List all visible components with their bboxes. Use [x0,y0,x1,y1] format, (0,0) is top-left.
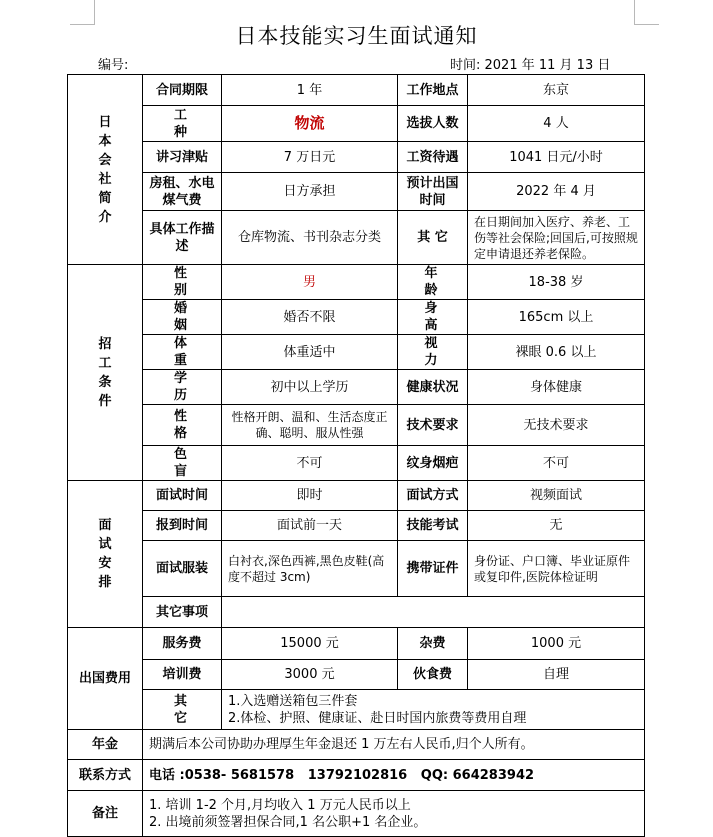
notes-label: 备注 [68,791,143,837]
field-value: 白衬衣,深色西裤,黑色皮鞋(高度不超过 3cm) [222,541,398,597]
table-row [68,446,645,481]
section-company: 日本会社简介 [68,75,143,265]
field-label: 体 重 [143,335,222,370]
fees-other-value [222,690,645,730]
field-value: 仓库物流、书刊杂志分类 [222,211,398,265]
table-row [68,106,645,142]
field-label: 报到时间 [143,511,222,541]
field-label: 身 高 [398,300,468,335]
field-value: 婚否不限 [222,300,398,335]
job-type-value: 物流 [222,106,398,142]
table-row [68,211,645,265]
field-value: 自理 [468,660,645,690]
field-label: 健康状况 [398,370,468,405]
field-label: 技术要求 [398,405,468,446]
table-row [68,660,645,690]
table-row [68,760,645,791]
date-label: 时间: 2021 年 11 月 13 日 [450,58,611,73]
field-label: 讲习津贴 [143,142,222,173]
contact-value: 电话 :0538- 5681578 13792102816 QQ: 664283942 [143,760,645,791]
field-value: 日方承担 [222,173,398,211]
field-label: 学 历 [143,370,222,405]
field-label: 房租、水电煤气费 [143,173,222,211]
table-row [68,75,645,106]
field-label: 性 格 [143,405,222,446]
table-row [68,597,645,628]
field-value: 7 万日元 [222,142,398,173]
field-label: 杂费 [398,628,468,660]
field-label: 面试方式 [398,481,468,511]
field-label: 其 它 [143,690,222,730]
other-matters-value [222,597,645,628]
number-label: 编号: [98,58,129,73]
fees-other-line: 2.体检、护照、健康证、赴日时国内旅费等费用自理 [228,710,527,726]
page-title: 日本技能实习生面试通知 [235,24,478,48]
field-label: 培训费 [143,660,222,690]
field-label: 携带证件 [398,541,468,597]
table-row [68,335,645,370]
pension-value: 期满后本公司协助办理厚生年金退还 1 万左右人民币,归个人所有。 [143,730,645,760]
field-label: 伙食费 [398,660,468,690]
field-label: 婚 姻 [143,300,222,335]
field-value: 性格开朗、温和、生活态度正确、聪明、服从性强 [222,405,398,446]
notes-line: 1. 培训 1-2 个月,月均收入 1 万元人民币以上 [149,797,411,813]
section-fees: 出国费用 [68,628,143,730]
field-value: 裸眼 0.6 以上 [468,335,645,370]
table-row [68,690,645,730]
notice-table [67,74,645,837]
notes-line: 2. 出境前须签署担保合同,1 名公职+1 名企业。 [149,814,427,830]
table-row [68,628,645,660]
table-row [68,300,645,335]
field-label: 性 别 [143,265,222,300]
section-requirements: 招工条件 [68,265,143,481]
field-label: 其它事项 [143,597,222,628]
field-label: 合同期限 [143,75,222,106]
field-label: 纹身烟疤 [398,446,468,481]
field-label: 技能考试 [398,511,468,541]
field-label: 工资待遇 [398,142,468,173]
field-value: 2022 年 4 月 [468,173,645,211]
field-label: 工作地点 [398,75,468,106]
fees-other-line: 1.入选赠送箱包三件套 [228,693,358,709]
field-label: 色 盲 [143,446,222,481]
field-value: 面试前一天 [222,511,398,541]
field-value: 4 人 [468,106,645,142]
field-value: 身体健康 [468,370,645,405]
field-label: 预计出国时间 [398,173,468,211]
table-row [68,142,645,173]
table-row [68,541,645,597]
field-value: 1 年 [222,75,398,106]
field-value: 初中以上学历 [222,370,398,405]
field-value: 15000 元 [222,628,398,660]
field-value: 3000 元 [222,660,398,690]
field-value: 身份证、户口簿、毕业证原件或复印件,医院体检证明 [468,541,645,597]
table-row [68,730,645,760]
field-value: 18-38 岁 [468,265,645,300]
section-interview: 面试安排 [68,481,143,628]
table-row [68,370,645,405]
field-value: 东京 [468,75,645,106]
table-row [68,405,645,446]
field-value: 在日期间加入医疗、养老、工伤等社会保险;回国后,可按照规定申请退还养老保险。 [468,211,645,265]
field-label: 年 龄 [398,265,468,300]
field-value: 1000 元 [468,628,645,660]
field-value: 视频面试 [468,481,645,511]
field-value: 不可 [222,446,398,481]
table-row [68,173,645,211]
field-label: 服务费 [143,628,222,660]
field-value: 体重适中 [222,335,398,370]
field-label: 具体工作描述 [143,211,222,265]
pension-label: 年金 [68,730,143,760]
table-row [68,511,645,541]
table-row [68,265,645,300]
contact-label: 联系方式 [68,760,143,791]
table-row [68,791,645,837]
field-value: 165cm 以上 [468,300,645,335]
table-row [68,481,645,511]
field-label: 工 种 [143,106,222,142]
field-label: 面试服装 [143,541,222,597]
field-value: 不可 [468,446,645,481]
field-label: 面试时间 [143,481,222,511]
field-value: 即时 [222,481,398,511]
notes-value [143,791,645,837]
gender-value: 男 [222,265,398,300]
field-value: 无技术要求 [468,405,645,446]
field-value: 无 [468,511,645,541]
field-value: 1041 日元/小时 [468,142,645,173]
field-label: 其 它 [398,211,468,265]
field-label: 视 力 [398,335,468,370]
field-label: 选拔人数 [398,106,468,142]
